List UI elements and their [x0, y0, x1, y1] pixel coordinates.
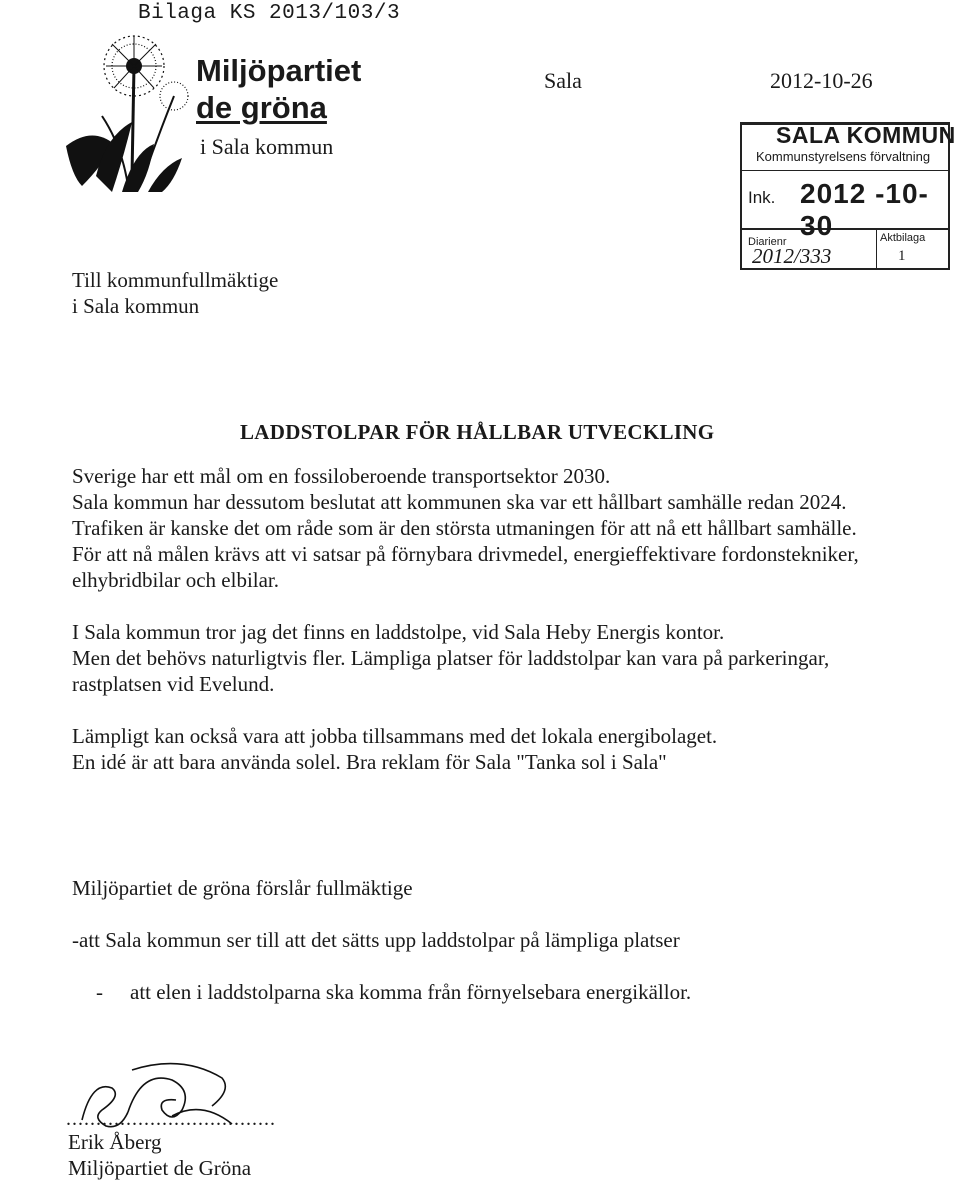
party-name-subtitle: de gröna [196, 90, 327, 125]
body-text-line: Men det behövs naturligtvis fler. Lämpliga platser för laddstolpar kan vara på parkeringar, [72, 646, 830, 670]
party-location: i Sala kommun [200, 134, 334, 159]
signer-organization: Miljöpartiet de Gröna [68, 1156, 252, 1180]
recipient-line-2: i Sala kommun [72, 294, 200, 318]
stamp-received-date: 2012 -10- 30 [800, 178, 929, 241]
party-name: Miljöpartiet [196, 53, 362, 88]
body-text-line: En idé är att bara använda solel. Bra reklam för Sala "Tanka sol i Sala" [72, 750, 667, 774]
stamp-diarienr-value: 2012/333 [752, 244, 832, 268]
document-heading: LADDSTOLPAR FÖR HÅLLBAR UTVECKLING [240, 420, 715, 444]
stamp-aktbilaga-label: Aktbilaga [880, 232, 926, 244]
attachment-reference: Bilaga KS 2013/103/3 [138, 2, 401, 25]
body-text-line: Trafiken är kanske det om råde som är den största utmaningen för att nå ett hållbart samhälle. [72, 516, 857, 540]
proposal-intro: Miljöpartiet de gröna förslår fullmäktige [72, 876, 413, 900]
stamp-ink-label: Ink. [748, 188, 776, 207]
proposal-item-1: -att Sala kommun ser till att det sätts upp laddstolpar på lämpliga platser [72, 928, 680, 952]
body-text-line: För att nå målen krävs att vi satsar på förnybara drivmedel, energieffektivare fordonstekniker, [72, 542, 859, 566]
signer-name: Erik Åberg [68, 1130, 162, 1154]
body-text-line: I Sala kommun tror jag det finns en laddstolpe, vid Sala Heby Energis kontor. [72, 620, 725, 644]
signature-line: ................................... [66, 1108, 276, 1130]
letter-place: Sala [544, 68, 582, 93]
body-text-line: Lämpligt kan också vara att jobba tillsammans med det lokala energibolaget. [72, 724, 718, 748]
recipient-line-1: Till kommunfullmäktige [72, 268, 279, 292]
stamp-title: SALA KOMMUN [776, 122, 956, 148]
body-text-line: rastplatsen vid Evelund. [72, 672, 275, 696]
stamp-subtitle: Kommunstyrelsens förvaltning [756, 149, 931, 164]
letter-date: 2012-10-26 [770, 68, 873, 93]
body-text-line: Sverige har ett mål om en fossiloberoende transportsektor 2030. [72, 464, 611, 488]
body-text-line: elhybridbilar och elbilar. [72, 568, 280, 592]
stamp-aktbilaga-value: 1 [898, 248, 906, 264]
body-text-line: Sala kommun har dessutom beslutat att kommunen ska var ett hållbart samhälle redan 2024. [72, 490, 847, 514]
dandelion-logo-icon [62, 26, 194, 194]
proposal-item-2: att elen i laddstolparna ska komma från förnyelsebara energikällor. [130, 980, 692, 1004]
proposal-item-2-dash: - [96, 980, 103, 1004]
stamp-diarienr-label: Diarienr [748, 236, 787, 248]
